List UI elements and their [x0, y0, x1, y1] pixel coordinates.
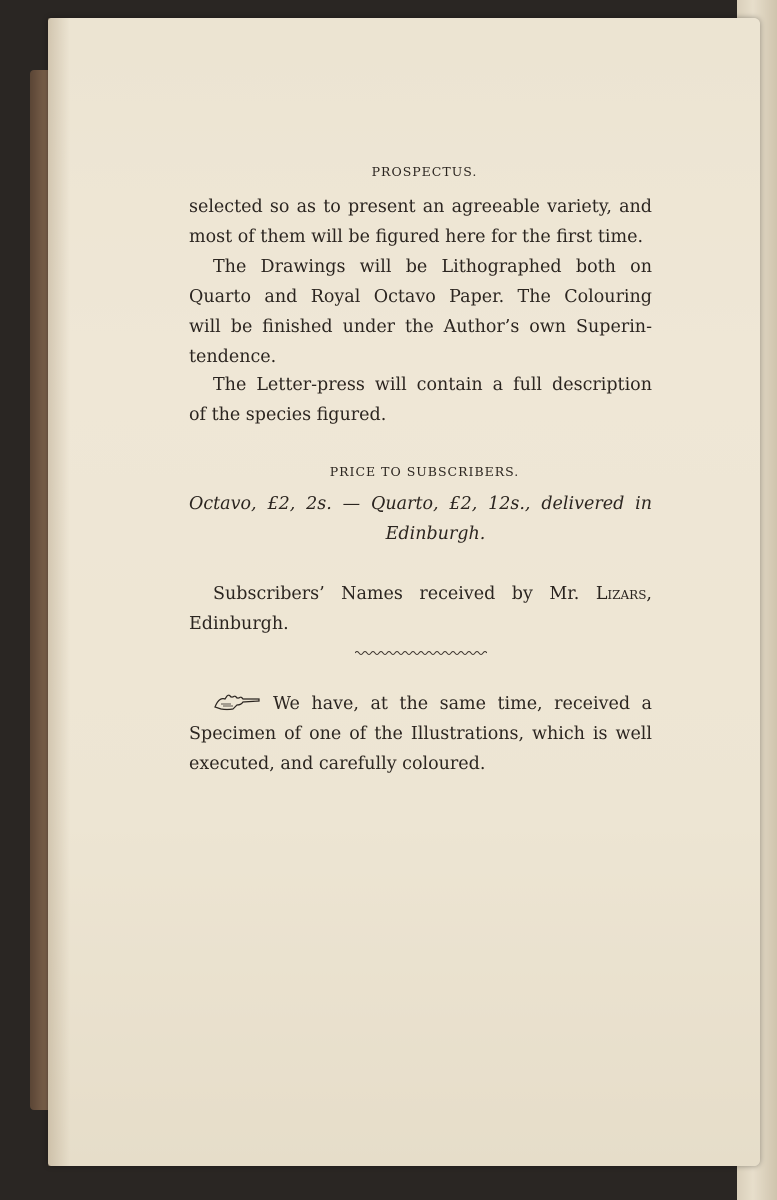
book-page [48, 18, 760, 1166]
subscribers-name: Lizars, [595, 584, 652, 604]
text-line [189, 579, 652, 609]
text-line: Specimen of one of the Illustrations, which is well [189, 724, 652, 744]
subscribers-prefix: Subscribers’ Names received by Mr. [213, 584, 580, 604]
paragraph-drawings [189, 252, 652, 372]
text-line: selected so as to present an agreeable variety, and [189, 197, 652, 217]
price-details [189, 489, 652, 549]
text-line: Quarto and Royal Octavo Paper. The Colouring [189, 287, 652, 307]
ornamental-rule [355, 650, 487, 656]
text-line: will be finished under the Author’s own Superin- [189, 317, 652, 337]
pointing-hand-icon [213, 693, 261, 711]
price-line-2: Edinburgh. [385, 524, 486, 544]
paragraph-letterpress [189, 370, 652, 430]
price-heading: PRICE TO SUBSCRIBERS. [329, 464, 520, 479]
paragraph-note [189, 689, 652, 779]
text-line: of the species figured. [189, 405, 387, 425]
paragraph-variety [189, 192, 652, 252]
text-line: The Drawings will be Lithographed both on [213, 257, 652, 277]
text-line: The Letter-press will contain a full description [213, 375, 652, 395]
text-line: Edinburgh. [189, 614, 289, 634]
running-head: PROSPECTUS. [371, 164, 478, 179]
text-line: executed, and carefully coloured. [189, 754, 486, 774]
text-line [189, 689, 652, 719]
text-line: tendence. [189, 347, 277, 367]
paragraph-subscribers [189, 579, 652, 639]
note-line-1: We have, at the same time, received a [273, 694, 652, 714]
price-line-1: Octavo, £2, 2s. — Quarto, £2, 12s., delivered in [189, 494, 652, 514]
text-line: most of them will be figured here for the first time. [189, 227, 644, 247]
